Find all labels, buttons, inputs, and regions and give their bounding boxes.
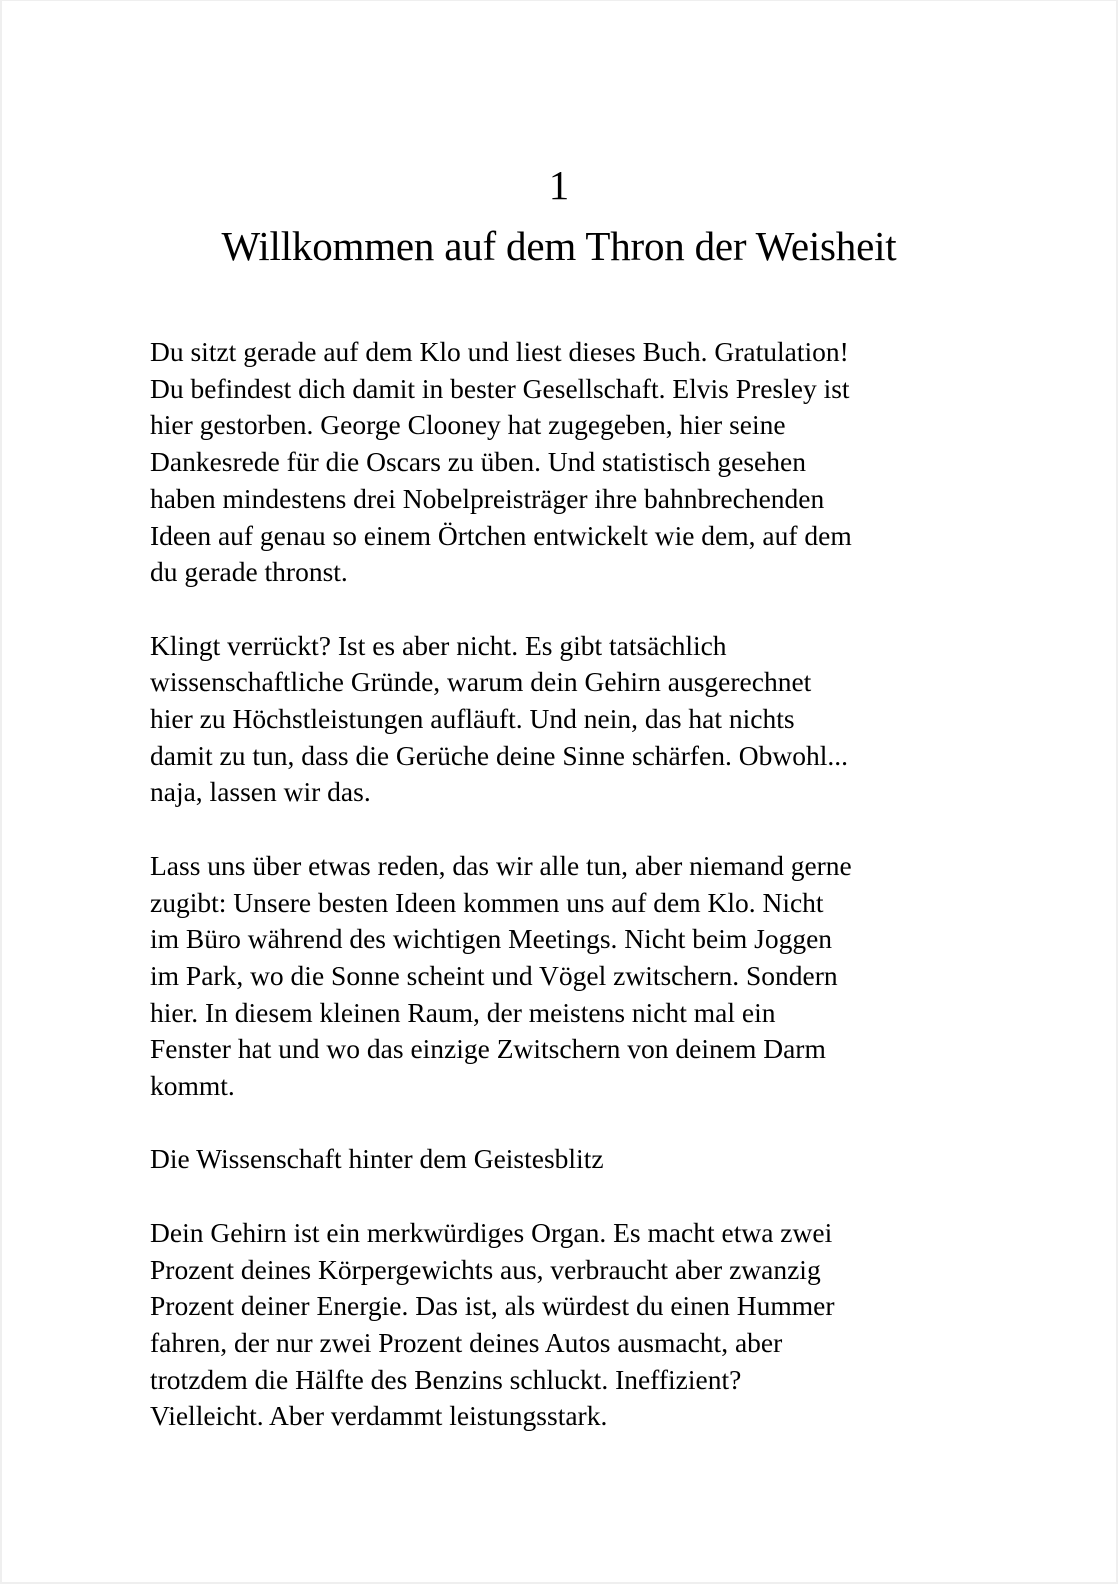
chapter-title: Willkommen auf dem Thron der Weisheit (221, 223, 897, 269)
text-line: wissenschaftliche Gründe, warum dein Gehirn ausgerechnet (150, 666, 812, 698)
paragraph-klingt-verrueckt (150, 628, 980, 812)
text-line: damit zu tun, dass die Gerüche deine Sinne schärfen. Obwohl... (150, 739, 849, 771)
text-line: Dein Gehirn ist ein merkwürdiges Organ. Es macht etwa zwei (150, 1216, 833, 1248)
paragraph-gehirn (150, 1215, 980, 1435)
text-line: Du befindest dich damit in bester Gesellschaft. Elvis Presley ist (150, 372, 850, 404)
book-page (2, 1, 1116, 1582)
text-line: im Park, wo die Sonne scheint und Vögel zwitschern. Sondern (150, 959, 838, 991)
text-line: kommt. (150, 1070, 235, 1102)
text-line: im Büro während des wichtigen Meetings. Nicht beim Joggen (150, 923, 833, 955)
paragraph-intro (150, 334, 980, 591)
text-line: Klingt verrückt? Ist es aber nicht. Es gibt tatsächlich (150, 629, 727, 661)
chapter-number: 1 (548, 162, 570, 208)
text-line: Du sitzt gerade auf dem Klo und liest dieses Buch. Gratulation! (150, 336, 849, 367)
text-line: Prozent deiner Energie. Das ist, als würdest du einen Hummer (150, 1290, 835, 1322)
text-line: naja, lassen wir das. (150, 776, 371, 808)
chapter-body (150, 334, 980, 1472)
text-line: Lass uns über etwas reden, das wir alle tun, aber niemand gerne (150, 849, 852, 881)
text-line: hier zu Höchstleistungen aufläuft. Und nein, das hat nichts (150, 703, 795, 735)
text-line: hier. In diesem kleinen Raum, der meistens nicht mal ein (150, 996, 776, 1028)
text-line: Vielleicht. Aber verdammt leistungsstark. (150, 1400, 608, 1432)
text-line: haben mindestens drei Nobelpreisträger ihre bahnbrechenden (150, 482, 825, 514)
text-line: fahren, der nur zwei Prozent deines Autos ausmacht, aber (150, 1326, 783, 1358)
text-line: Ideen auf genau so einem Örtchen entwickelt wie dem, auf dem (150, 519, 852, 551)
text-line: trotzdem die Hälfte des Benzins schluckt. Ineffizient? (150, 1363, 742, 1395)
section-heading (150, 1141, 980, 1178)
text-line: zugibt: Unsere besten Ideen kommen uns auf dem Klo. Nicht (150, 886, 824, 918)
text-line: Prozent deines Körpergewichts aus, verbraucht aber zwanzig (150, 1253, 821, 1285)
text-line: hier gestorben. George Clooney hat zugegeben, hier seine (150, 409, 786, 441)
text-line: Fenster hat und wo das einzige Zwitschern von deinem Darm (150, 1033, 826, 1065)
text-line: du gerade thronst. (150, 556, 348, 588)
section-heading-text: Die Wissenschaft hinter dem Geistesblitz (150, 1143, 604, 1175)
paragraph-beste-ideen (150, 848, 980, 1105)
text-line: Dankesrede für die Oscars zu üben. Und statistisch gesehen (150, 446, 806, 478)
